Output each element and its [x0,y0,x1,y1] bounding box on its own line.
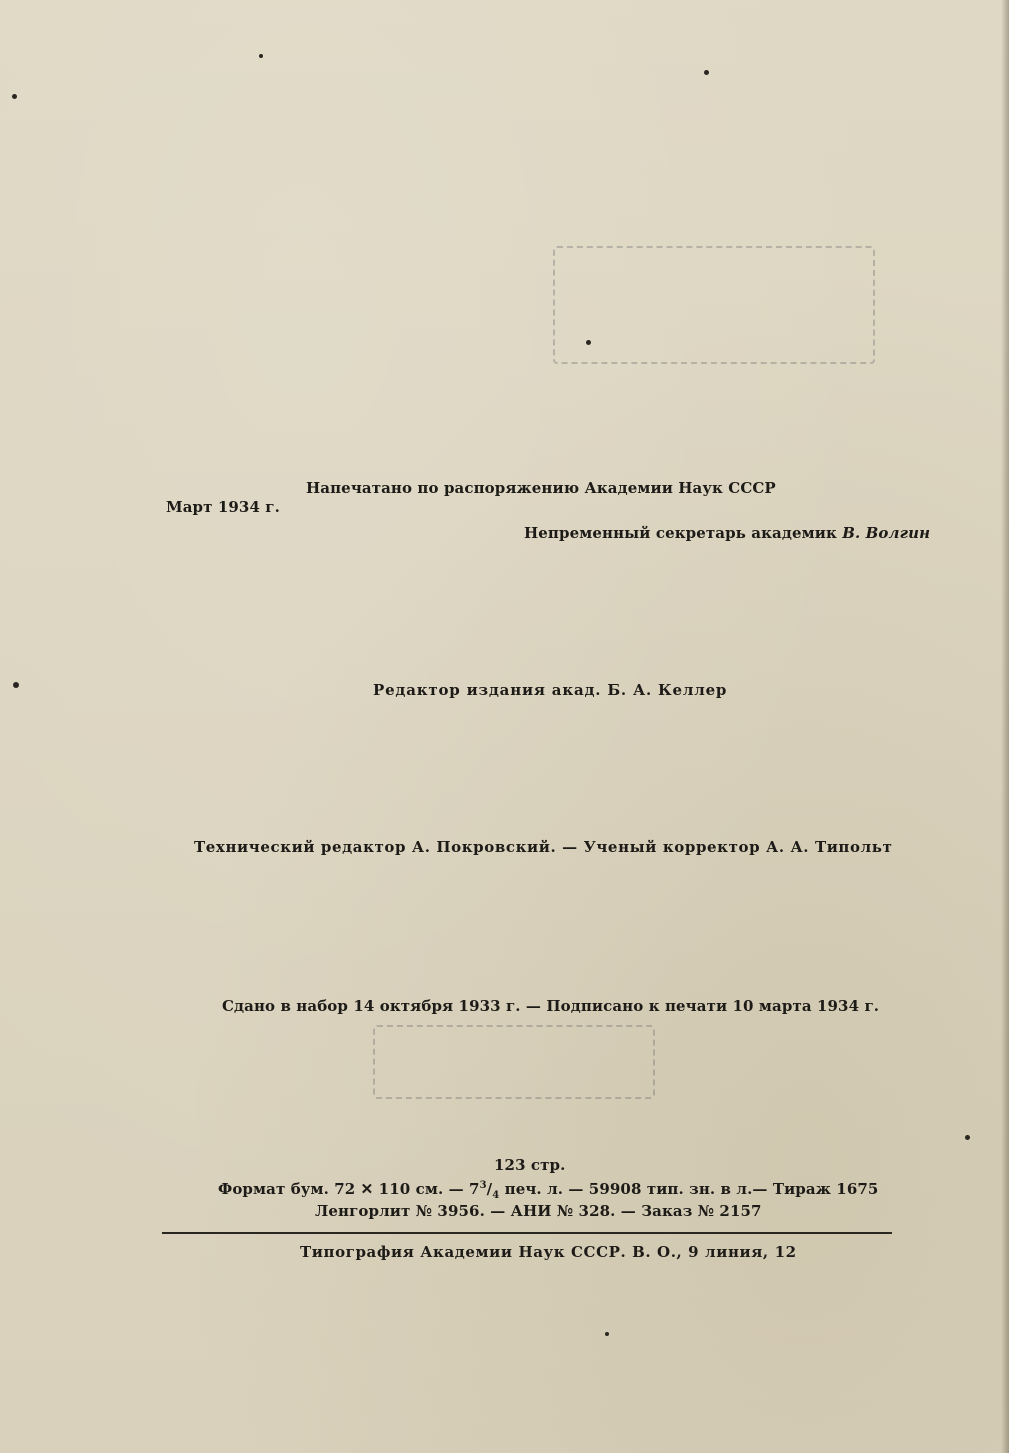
format-suffix: печ. л. — 59908 тип. зн. в л.— Тираж 1675 [499,1180,879,1198]
speck [12,94,17,99]
page-edge-shadow [1001,0,1009,1453]
format-prefix: Формат бум. 72 [218,1180,361,1198]
speck [704,70,709,75]
speck [259,54,263,58]
technical-editors-line: Технический редактор А. Покровский. — Ученый корректор А. А. Типольт [194,838,893,856]
fraction-slash: / [486,1180,493,1198]
publication-date: Март 1934 г. [166,498,280,516]
speck [605,1332,609,1336]
divider-rule [162,1232,892,1234]
multiply-symbol: ✕ [360,1180,374,1198]
print-dates-line: Сдано в набор 14 октября 1933 г. — Подписано к печати 10 марта 1934 г. [222,997,880,1015]
editor-line: Редактор издания акад. Б. А. Келлер [373,681,728,699]
format-mid: 110 см. — 7 [373,1180,480,1198]
speck [13,682,19,688]
secretary-line [524,524,930,542]
inventory-stamp [373,1025,655,1099]
library-stamp [553,246,875,364]
fraction-numerator: 3 [479,1180,487,1191]
printer-line: Типография Академии Наук СССР. В. О., 9 линия, 12 [300,1243,797,1261]
page-count: 123 стр. [494,1156,566,1174]
format-line [218,1177,878,1205]
secretary-title: Непременный секретарь академик [524,524,843,542]
speck [965,1135,970,1140]
authorization-line: Напечатано по распоряжению Академии Наук СССР [306,479,776,497]
secretary-name: В. Волгин [842,524,931,542]
registration-line: Ленгорлит № 3956. — АНИ № 328. — Заказ № 2157 [315,1202,762,1220]
speck [586,340,591,345]
fraction-denominator: 4 [492,1190,500,1201]
